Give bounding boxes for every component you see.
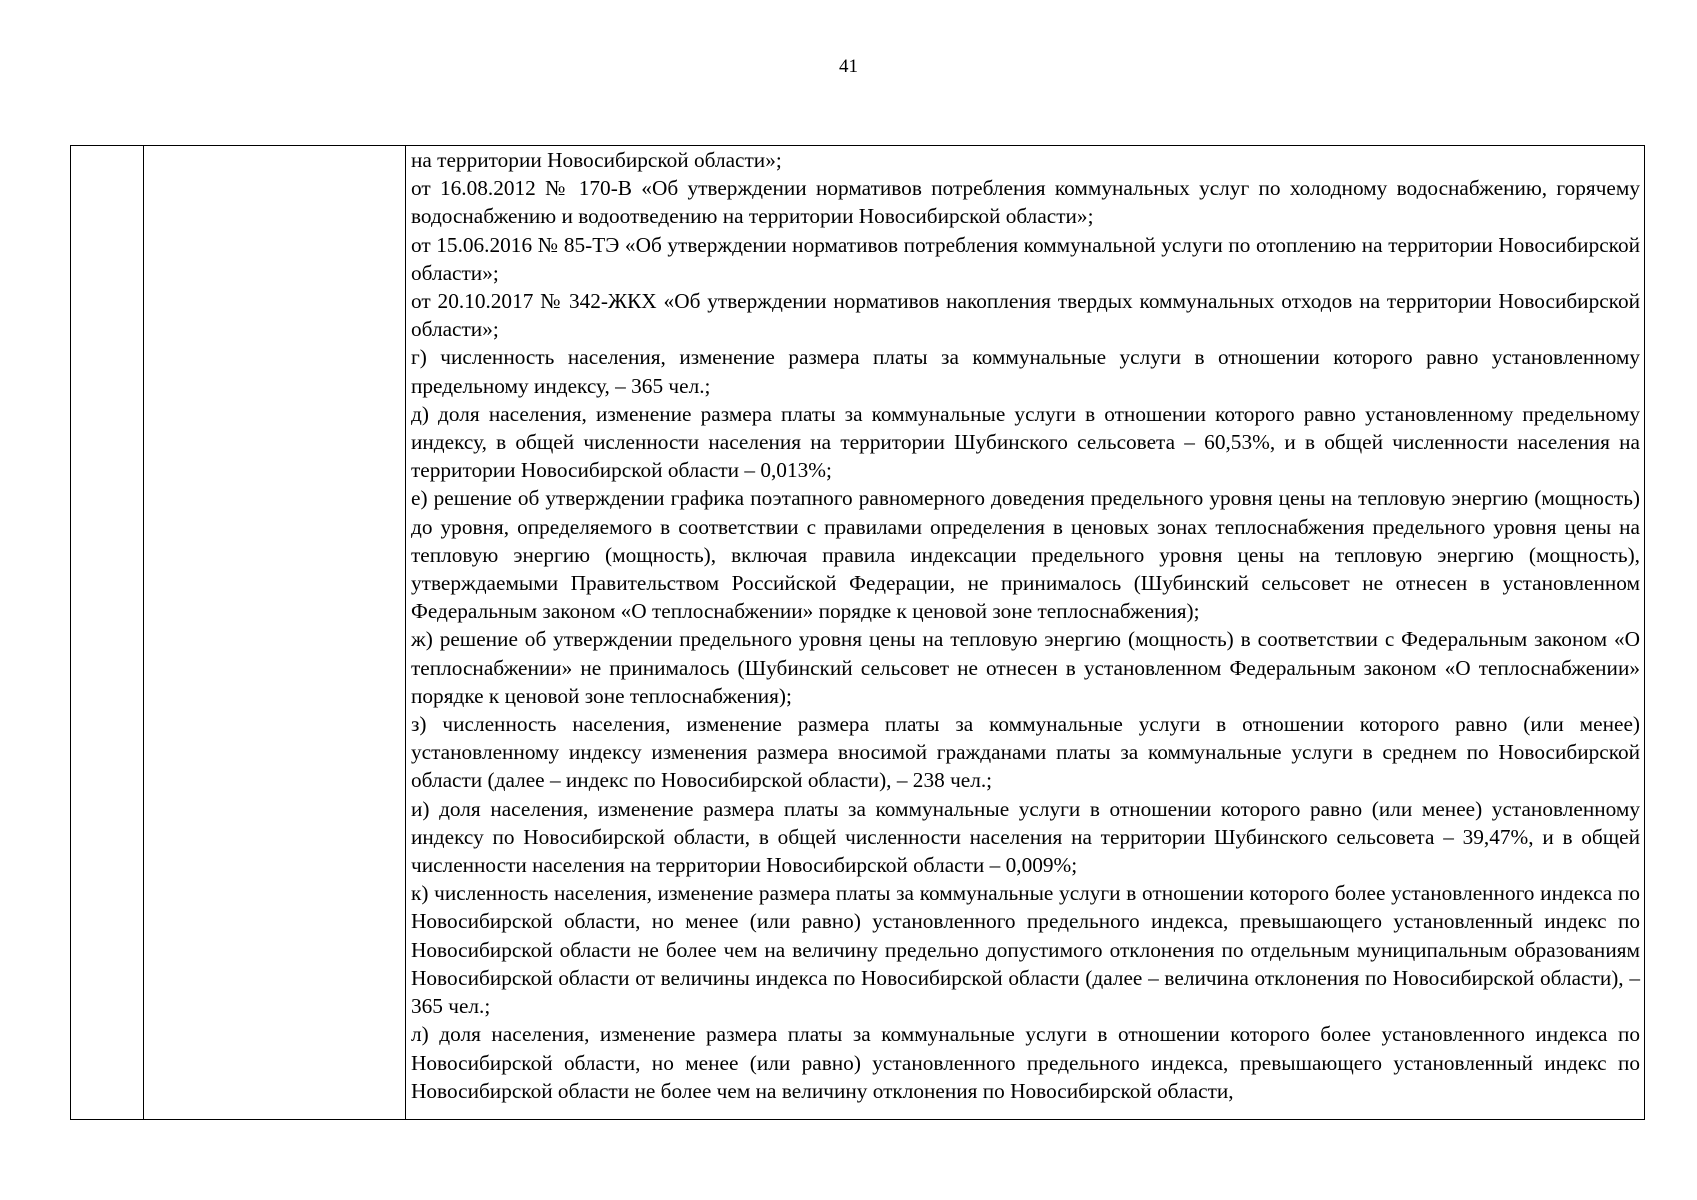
paragraph-decree-170-v: от 16.08.2012 № 170-В «Об утверждении нормативов потребления коммунальных услуг по холодному водоснабжению, горячему водоснабжению и водоотведению на территории Новосибирской области»; [411,176,1640,229]
paragraph-item-z: з) численность населения, изменение размера платы за коммунальные услуги в отношении которого равно (или менее) установленному индексу изменения размера вносимой гражданами платы за коммунальные услуги в среднем по Новосибирской области (далее – индекс по Новосибирской области), – 238 чел.; [411,712,1640,793]
paragraph-item-d: д) доля населения, изменение размера платы за коммунальные услуги в отношении которого равно установленному предельному индексу, в общей численности населения на территории Шубинского сельсовета – 60,53%, и в общей численности населения на территории Новосибирской области – 0,013%; [411,401,1640,483]
paragraph-item-l: л) доля населения, изменение размера платы за коммунальные услуги в отношении которого более установленного индекса по Новосибирской области, но менее (или равно) установленного предельного индекса, превышающего установленный индекс по Новосибирской области не более чем на величину отклонения по Новосибирской области, [411,1022,1640,1103]
paragraph-item-g: г) численность населения, изменение размера платы за коммунальные услуги в отношении которого равно установленному предельному индексу, – 365 чел.; [411,345,1640,398]
paragraph-item-zh: ж) решение об утверждении предельного уровня цены на тепловую энергию (мощность) в соответствии с Федеральным законом «О теплоснабжении» не принималось (Шубинский сельсовет не отнесен в установленном Федеральным законом «О теплоснабжении» порядке к ценовой зоне теплоснабжения); [411,627,1640,708]
table-column-number [71,146,144,1119]
table-column-name [144,146,406,1119]
paragraph-territory-end: на территории Новосибирской области»; [411,148,782,172]
paragraph-item-e: е) решение об утверждении графика поэтапного равномерного доведения предельного уровня цены на тепловую энергию (мощность) до уровня, определяемого в соответствии с правилами определения в ценовых зонах теплоснабжения предельного уровня цены на тепловую энергию (мощность), включая правила индексации предельного уровня цены на тепловую энергию (мощность), утверждаемыми Правительством Российской Федерации, не принималось (Шубинский сельсовет не отнесен в установленном Федеральным законом «О теплоснабжении» порядке к ценовой зоне теплоснабжения); [411,486,1640,624]
paragraph-item-i: и) доля населения, изменение размера платы за коммунальные услуги в отношении которого равно (или менее) установленному индексу по Новосибирской области, в общей численности населения на территории Шубинского сельсовета – 39,47%, и в общей численности населения на территории Новосибирской области – 0,009%; [411,796,1640,878]
paragraph-decree-342-zhkh: от 20.10.2017 № 342-ЖКХ «Об утверждении нормативов накопления твердых коммунальных отходов на территории Новосибирской области»; [411,289,1640,342]
paragraph-decree-85-te: от 15.06.2016 № 85-ТЭ «Об утверждении нормативов потребления коммунальной услуги по отоплению на территории Новосибирской области»; [411,232,1640,285]
page-number: 41 [839,56,858,77]
table-column-content [406,146,1644,1119]
paragraph-item-k: к) численность населения, изменение размера платы за коммунальные услуги в отношении которого более установленного индекса по Новосибирской области, но менее (или равно) установленного предельного индекса, превышающего установленный индекс по Новосибирской области не более чем на величину предельно допустимого отклонения по отдельным муниципальным образованиям Новосибирской области от величины индекса по Новосибирской области (далее – величина отклонения по Новосибирской области), – 365 чел.; [411,881,1640,1019]
document-table [70,145,1645,1120]
